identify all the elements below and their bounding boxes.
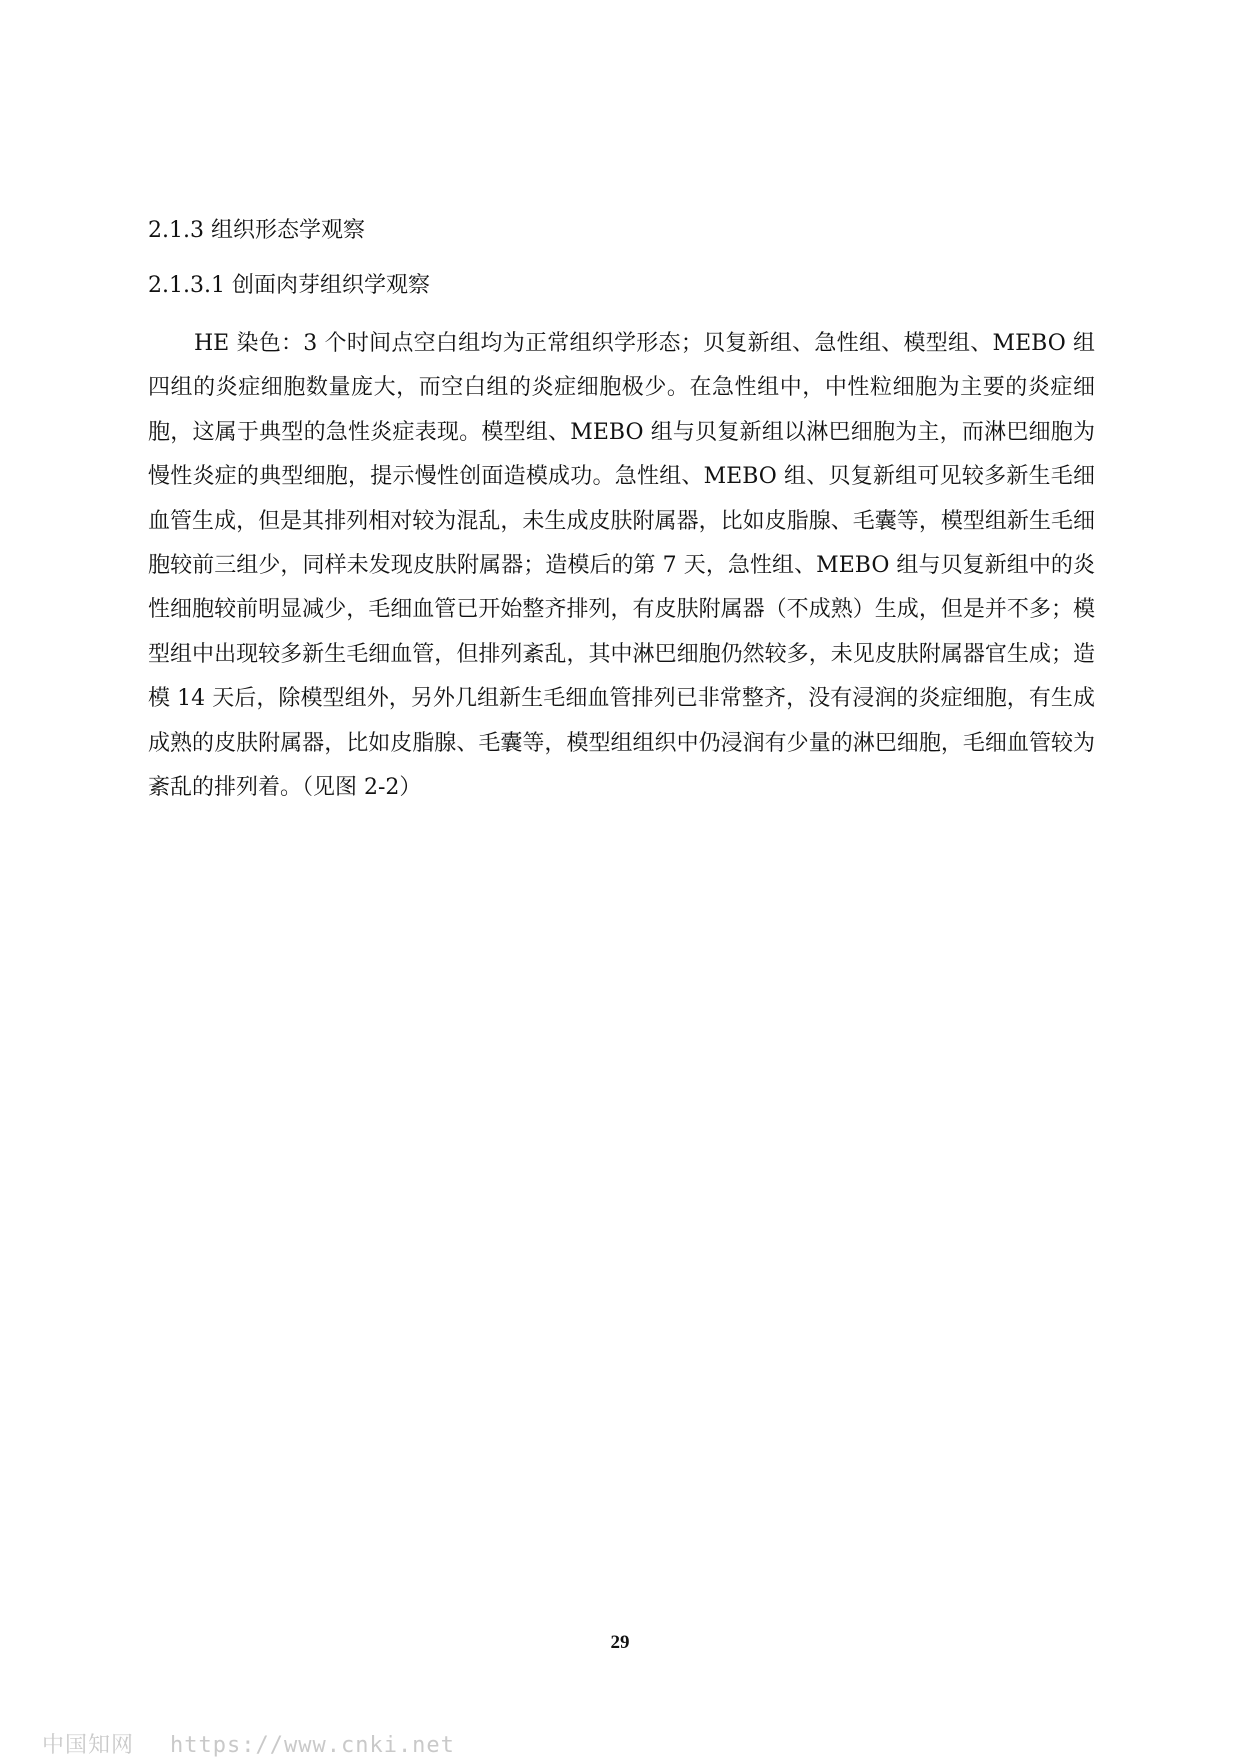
section-heading: 2.1.3 组织形态学观察 — [148, 218, 365, 243]
watermark-site-name: 中国知网 — [42, 1733, 135, 1758]
watermark-url: https://www.cnki.net — [170, 1733, 455, 1758]
subsection-heading: 2.1.3.1 创面肉芽组织学观察 — [148, 273, 430, 298]
body-paragraph: HE 染色：3 个时间点空白组均为正常组织学形态；贝复新组、急性组、模型组、MEBO 组四组的炎症细胞数量庞大，而空白组的炎症细胞极少。在急性组中，中性粒细胞为主要的炎症细胞，这属于典型的急性炎症表现。模型组、MEBO 组与贝复新组以淋巴细胞为主，而淋巴细胞为慢性炎症的典型细胞，提示慢性创面造模成功。急性组、MEBO 组、贝复新组可见较多新生毛细血管生成，但是其排列相对较为混乱，未生成皮肤附属器，比如皮脂腺、毛囊等，模型组新生毛细胞较前三组少，同样未发现皮肤附属器；造模后的第 7 天，急性组、MEBO 组与贝复新组中的炎性细胞较前明显减少，毛细血管已开始整齐排列，有皮肤附属器（不成熟）生成，但是并不多；模型组中出现较多新生毛细血管，但排列紊乱，其中淋巴细胞仍然较多，未见皮肤附属器官生成；造模 14 天后，除模型组外，另外几组新生毛细血管排列已非常整齐，没有浸润的炎症细胞，有生成成熟的皮肤附属器，比如皮脂腺、毛囊等，模型组组织中仍浸润有少量的淋巴细胞，毛细血管较为紊乱的排列着。（见图 2-2） — [148, 331, 1095, 801]
page-number: 29 — [610, 1632, 630, 1653]
cnki-watermark — [42, 1728, 455, 1759]
